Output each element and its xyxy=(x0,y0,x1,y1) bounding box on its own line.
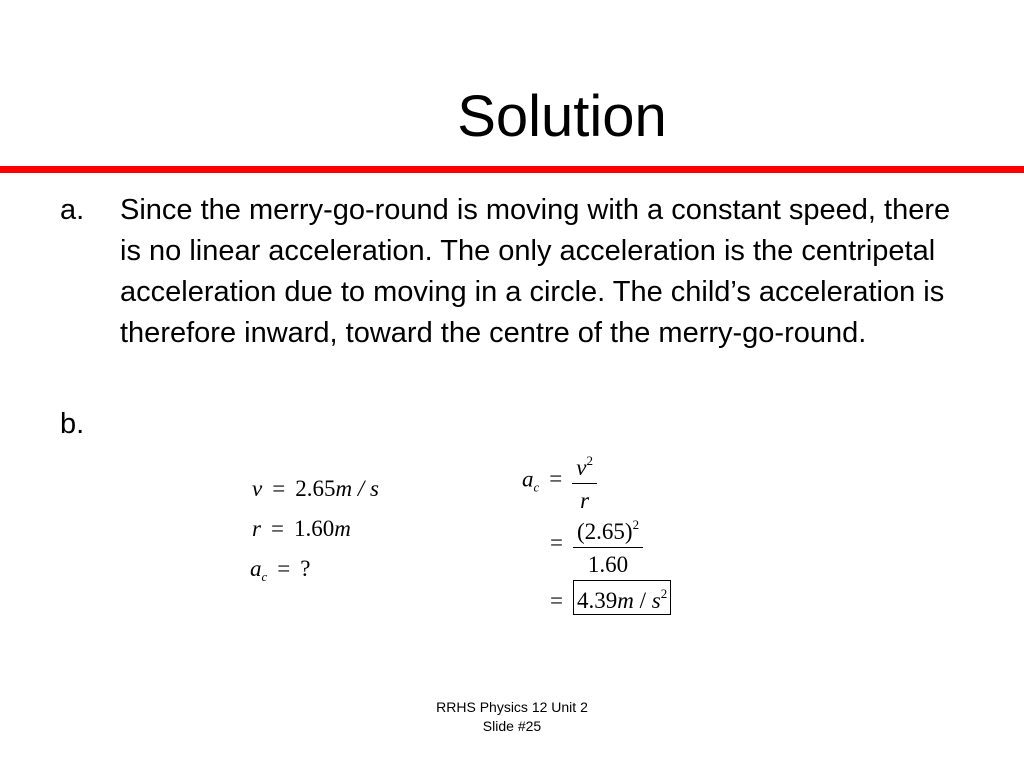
list-item-marker-a: a. xyxy=(60,194,85,226)
given-velocity-value: 2.65 xyxy=(295,476,336,501)
solution-step2-equals: = xyxy=(550,530,563,556)
solution-result-value: 4.39 xyxy=(576,588,618,613)
solution-step3-equals: = xyxy=(550,588,563,613)
solution-step-result xyxy=(540,580,671,615)
given-radius-symbol: r xyxy=(252,516,261,541)
solution-step-formula xyxy=(522,448,597,514)
solution-step1-equals: = xyxy=(549,466,563,492)
given-acceleration-symbol: a xyxy=(250,556,262,581)
solution-step2-num: (2.65) xyxy=(576,519,633,544)
given-radius xyxy=(252,516,351,542)
list-item-text-a: Since the merry-go-round is moving with a constant speed, there is no linear acceleration. The only acceleration is the centripetal acceleration due to moving in a circle. The child’s acceleration is therefore inward, toward the centre of the merry-go-round. xyxy=(120,194,951,349)
solution-step2-den: 1.60 xyxy=(587,552,629,577)
title-divider xyxy=(0,166,1024,173)
solution-step2-num-exp: 2 xyxy=(632,517,640,532)
solution-step1-num: v xyxy=(576,455,587,480)
slide-title: Solution xyxy=(457,84,667,149)
given-velocity xyxy=(252,476,379,502)
given-acceleration xyxy=(250,556,310,590)
given-velocity-unit: m / s xyxy=(335,476,379,501)
solution-result-box xyxy=(573,580,671,615)
given-acceleration-subscript: c xyxy=(261,569,268,584)
solution-lhs-symbol: a xyxy=(522,466,534,492)
solution-result-unit-exp: 2 xyxy=(660,586,668,601)
given-velocity-equals: = xyxy=(272,476,286,501)
solution-step1-num-exp: 2 xyxy=(586,453,593,468)
given-radius-value: 1.60 xyxy=(293,516,335,541)
solution-result-unit-m: m xyxy=(617,588,634,613)
solution-step1-fraction xyxy=(572,448,597,514)
given-acceleration-value: ? xyxy=(300,556,311,581)
given-velocity-symbol: v xyxy=(252,476,263,501)
solution-result-slash: / xyxy=(633,588,652,613)
solution-result-unit-s: s xyxy=(651,588,661,613)
given-acceleration-equals: = xyxy=(277,556,291,581)
solution-step2-fraction xyxy=(573,512,643,578)
footer-course: RRHS Physics 12 Unit 2 xyxy=(436,699,588,715)
footer-slide-number: Slide #25 xyxy=(482,718,542,734)
list-item-marker-b: b. xyxy=(60,408,85,440)
solution-lhs-subscript: c xyxy=(533,479,540,495)
solution-step-substitution xyxy=(540,512,643,578)
solution-step1-den: r xyxy=(580,488,590,513)
given-radius-unit: m xyxy=(334,516,351,541)
given-radius-equals: = xyxy=(270,516,284,541)
slide-footer xyxy=(384,698,640,736)
